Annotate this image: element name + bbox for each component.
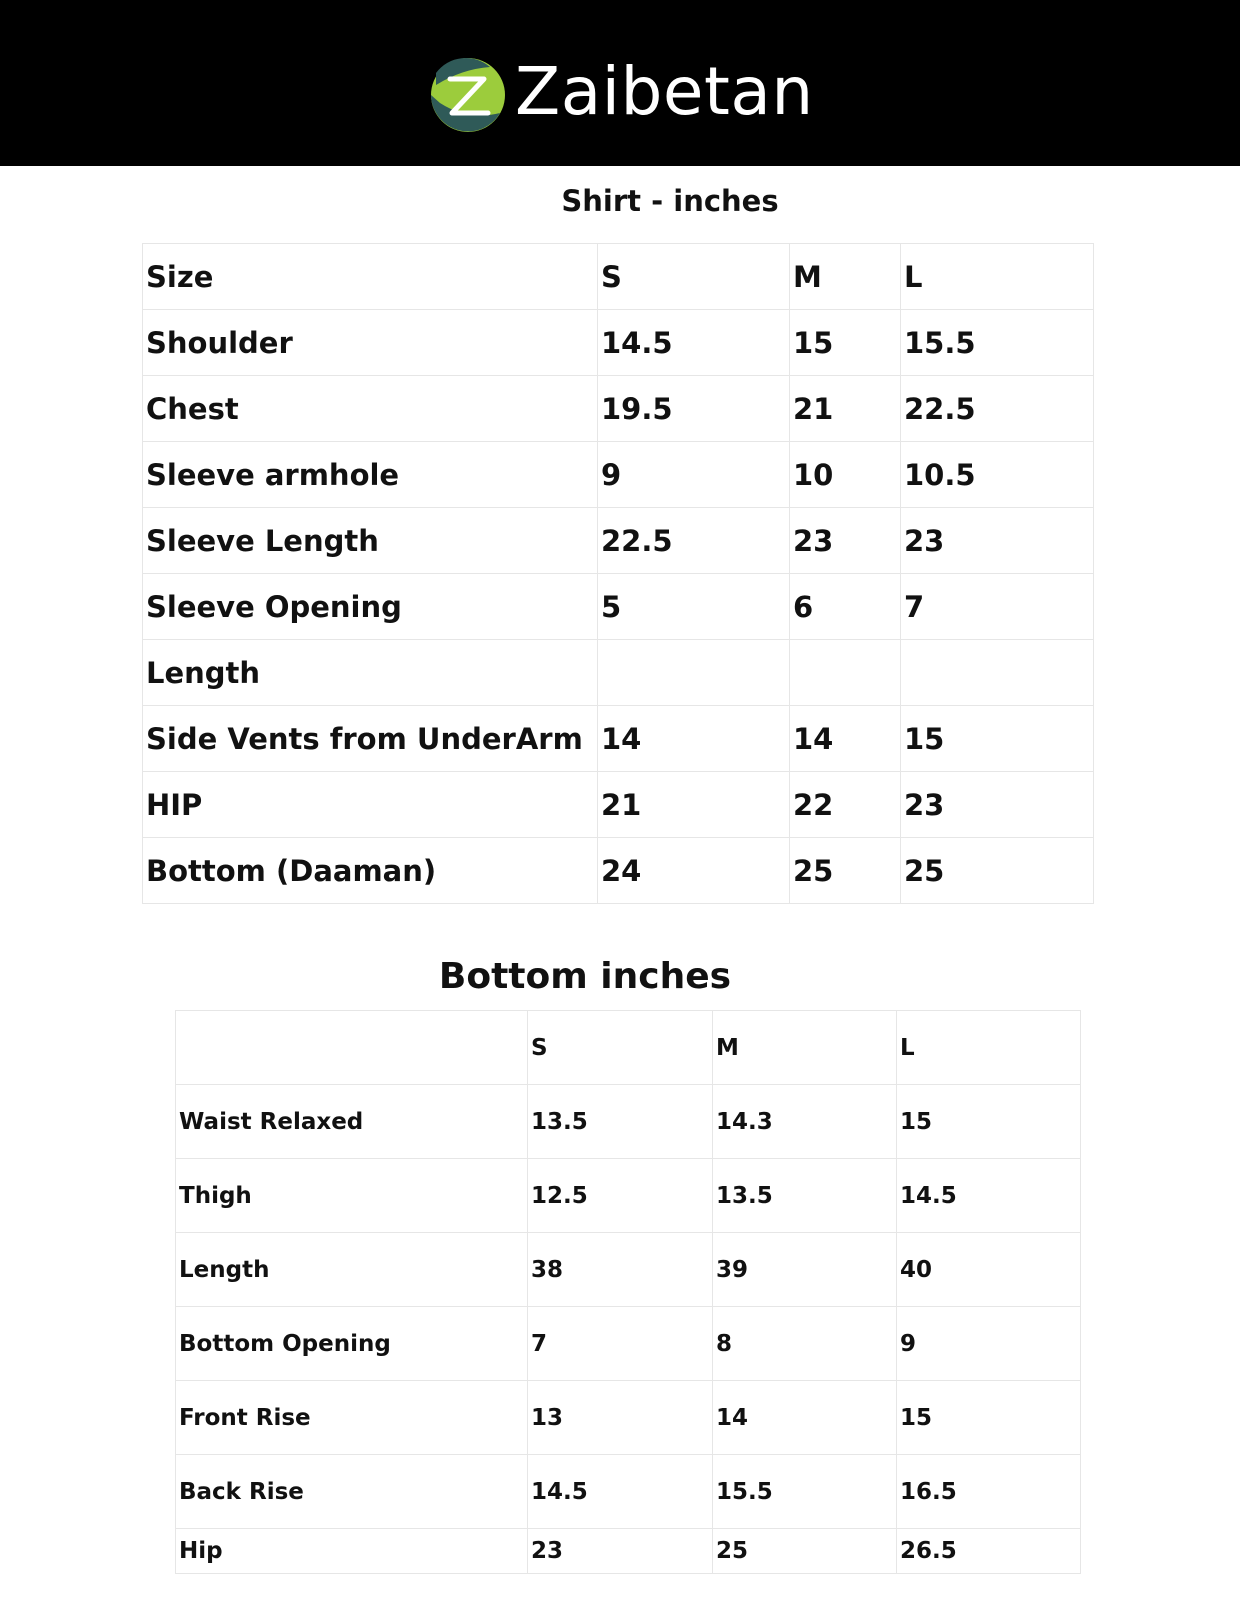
table-row [143,508,1094,574]
measurement-label: Thigh [176,1159,528,1233]
table-cell: 7 [528,1307,713,1381]
table-cell: 22.5 [901,376,1094,442]
table-row [176,1085,1081,1159]
table-cell: 14.5 [528,1455,713,1529]
measurement-label: Sleeve armhole [143,442,598,508]
measurement-label: Chest [143,376,598,442]
table-cell [598,640,790,706]
table-cell: 23 [901,508,1094,574]
table-cell: 22 [790,772,901,838]
table-cell: 15 [897,1381,1081,1455]
table-cell: 15 [901,706,1094,772]
measurement-label: Length [176,1233,528,1307]
table-header-row [176,1011,1081,1085]
header-cell: S [598,244,790,310]
table-cell: 15.5 [901,310,1094,376]
table-cell: 10.5 [901,442,1094,508]
zaibetan-logo-icon [428,55,508,135]
table-cell: 14 [713,1381,897,1455]
table-cell: 25 [713,1529,897,1574]
table-row [176,1455,1081,1529]
bottom-title-unit: inches [587,956,732,997]
table-cell: 40 [897,1233,1081,1307]
header-cell: L [897,1011,1081,1085]
bottom-title-bold: Bottom [438,956,588,997]
measurement-label: HIP [143,772,598,838]
table-row [143,376,1094,442]
bottom-table-title [385,955,785,999]
table-cell: 10 [790,442,901,508]
table-cell: 8 [713,1307,897,1381]
table-cell: 12.5 [528,1159,713,1233]
brand-name: Zaibetan [515,53,814,130]
table-cell: 5 [598,574,790,640]
table-cell: 6 [790,574,901,640]
table-cell: 23 [528,1529,713,1574]
table-cell: 15 [897,1085,1081,1159]
table-row [143,706,1094,772]
table-cell: 22.5 [598,508,790,574]
header-cell: L [901,244,1094,310]
table-row [143,442,1094,508]
table-row [176,1529,1081,1574]
table-cell: 14.5 [598,310,790,376]
table-cell: 14.3 [713,1085,897,1159]
measurement-label: Bottom Opening [176,1307,528,1381]
measurement-label: Length [143,640,598,706]
table-row [143,310,1094,376]
table-cell: 15 [790,310,901,376]
table-cell: 21 [790,376,901,442]
measurement-label: Shoulder [143,310,598,376]
table-header-row [143,244,1094,310]
table-cell: 21 [598,772,790,838]
table-row [143,838,1094,904]
table-row [143,574,1094,640]
measurement-label: Back Rise [176,1455,528,1529]
table-row [176,1159,1081,1233]
table-row [176,1307,1081,1381]
measurement-label: Sleeve Opening [143,574,598,640]
table-cell: 26.5 [897,1529,1081,1574]
table-row [176,1233,1081,1307]
table-row [143,772,1094,838]
measurement-label: Bottom (Daaman) [143,838,598,904]
measurement-label: Front Rise [176,1381,528,1455]
table-cell: 13.5 [713,1159,897,1233]
table-cell: 13 [528,1381,713,1455]
bottom-size-table [175,1010,1081,1574]
table-cell: 39 [713,1233,897,1307]
table-cell: 14 [598,706,790,772]
measurement-label: Sleeve Length [143,508,598,574]
table-cell: 13.5 [528,1085,713,1159]
table-cell: 9 [598,442,790,508]
table-row [143,640,1094,706]
table-cell: 19.5 [598,376,790,442]
table-cell: 23 [790,508,901,574]
table-cell: 25 [790,838,901,904]
table-cell: 16.5 [897,1455,1081,1529]
measurement-label: Hip [176,1529,528,1574]
header-cell: S [528,1011,713,1085]
table-cell [901,640,1094,706]
shirt-size-table [142,243,1094,904]
table-cell: 15.5 [713,1455,897,1529]
header-cell: M [713,1011,897,1085]
measurement-label: Waist Relaxed [176,1085,528,1159]
measurement-label: Side Vents from UnderArm [143,706,598,772]
table-cell: 24 [598,838,790,904]
table-cell: 23 [901,772,1094,838]
table-cell [790,640,901,706]
table-cell: 14 [790,706,901,772]
table-cell: 25 [901,838,1094,904]
table-cell: 9 [897,1307,1081,1381]
table-row [176,1381,1081,1455]
table-cell: 38 [528,1233,713,1307]
header-cell: M [790,244,901,310]
shirt-table-title: Shirt - inches [561,184,779,218]
table-cell: 14.5 [897,1159,1081,1233]
header-cell: Size [143,244,598,310]
table-cell: 7 [901,574,1094,640]
header-cell [176,1011,528,1085]
brand-header [0,0,1240,166]
